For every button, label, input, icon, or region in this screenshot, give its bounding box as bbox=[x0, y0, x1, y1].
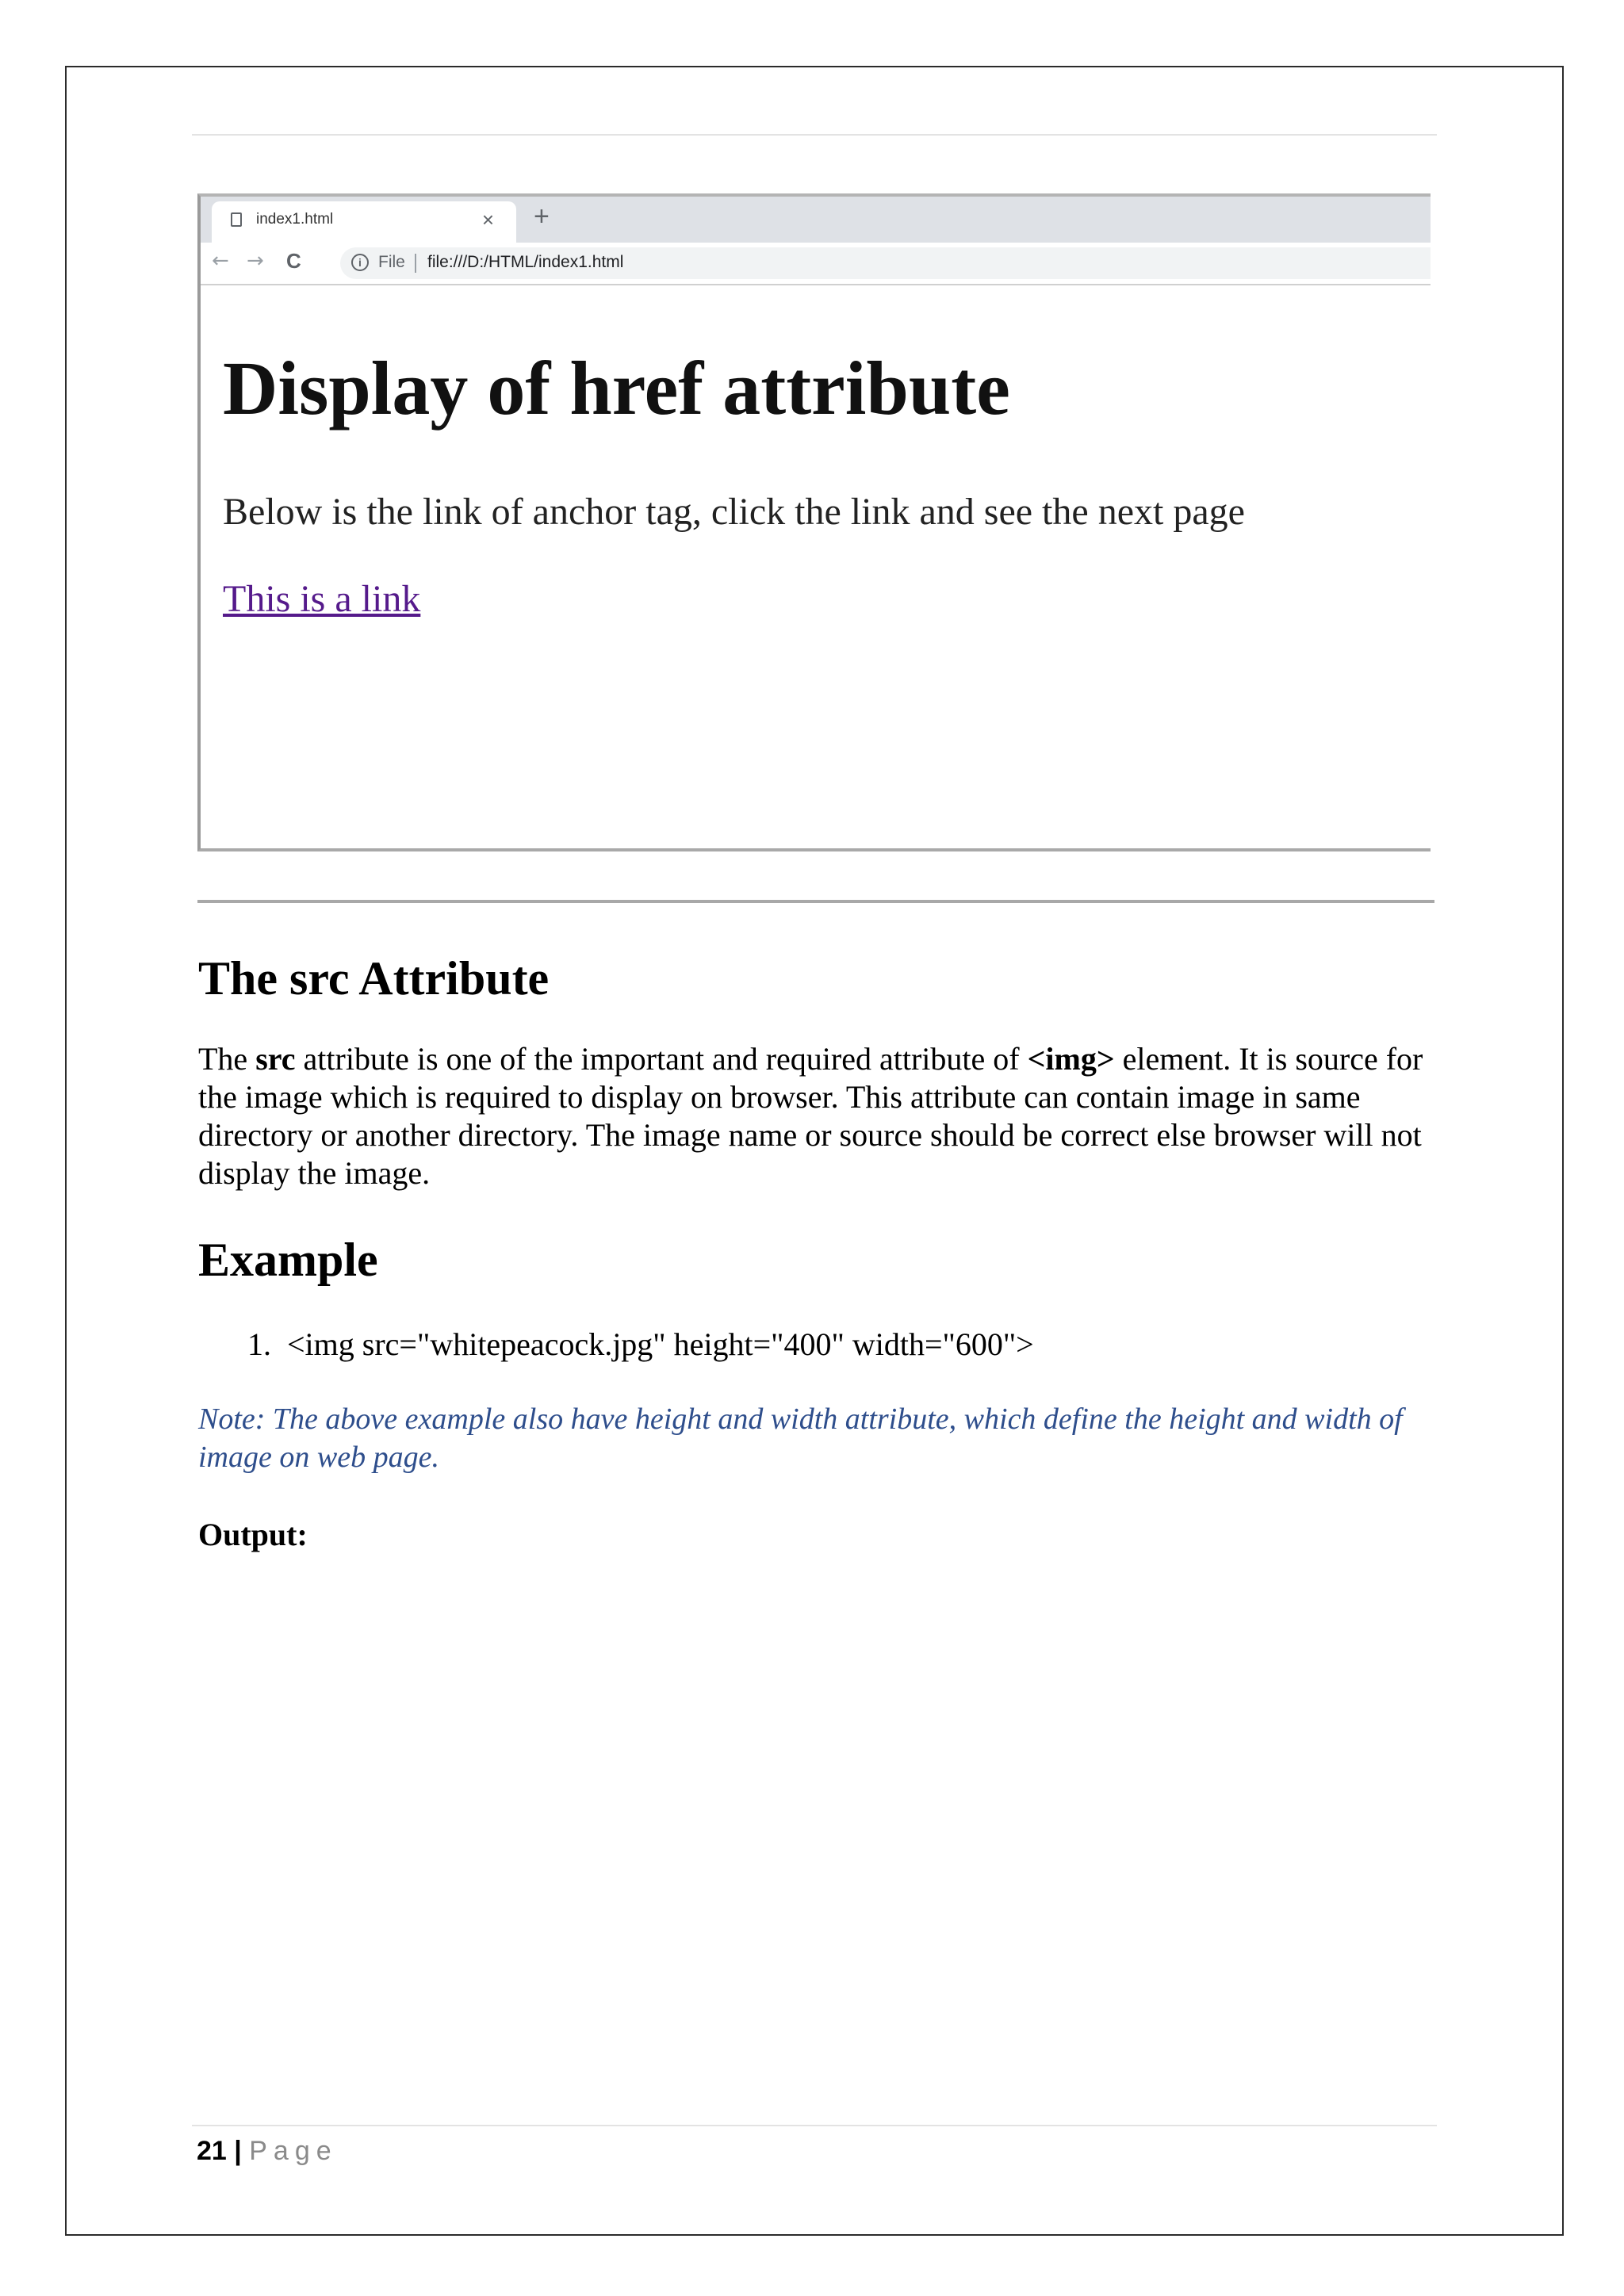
rendered-paragraph: Below is the link of anchor tag, click the link and see the next page bbox=[223, 491, 1245, 533]
browser-tab[interactable] bbox=[212, 201, 516, 243]
para-text-3: element. It is source for the image which is required to display on browser. This attribute can contain image in same directory or another directory. The image name or source should be correct else browser will not display the image. bbox=[198, 1041, 1423, 1191]
page-footer bbox=[197, 2136, 338, 2167]
para-bold-img: <img> bbox=[1027, 1041, 1115, 1077]
document-icon bbox=[231, 212, 242, 227]
url-separator bbox=[415, 254, 416, 273]
note-text: Note: The above example also have height and width attribute, which define the height and width of image on web page. bbox=[198, 1402, 1403, 1474]
url-text: file:///D:/HTML/index1.html bbox=[427, 253, 624, 271]
url-input[interactable] bbox=[340, 247, 1431, 279]
section-paragraph bbox=[198, 1040, 1443, 1192]
para-text-2: attribute is one of the important and required attribute of bbox=[295, 1041, 1028, 1077]
section-rule bbox=[197, 900, 1434, 903]
rendered-link[interactable]: This is a link bbox=[223, 578, 421, 620]
footer-rule bbox=[192, 2125, 1437, 2126]
output-label: Output: bbox=[198, 1517, 308, 1552]
example-heading: Example bbox=[198, 1234, 378, 1286]
close-icon[interactable]: × bbox=[481, 208, 494, 232]
para-text-1: The bbox=[198, 1041, 256, 1077]
address-bar bbox=[201, 243, 1431, 285]
header-rule bbox=[192, 134, 1437, 136]
tab-title: index1.html bbox=[256, 211, 334, 228]
footer-separator: | bbox=[226, 2136, 250, 2166]
list-number: 1. bbox=[247, 1326, 271, 1362]
file-label: File bbox=[378, 253, 405, 271]
back-arrow-icon[interactable]: ← bbox=[212, 249, 229, 273]
forward-arrow-icon[interactable]: → bbox=[247, 249, 264, 273]
code-text: <img src="whitepeacock.jpg" height="400" width="600"> bbox=[287, 1326, 1034, 1362]
tab-bar bbox=[201, 197, 1431, 243]
browser-screenshot bbox=[197, 193, 1431, 851]
rendered-heading: Display of href attribute bbox=[223, 346, 1010, 430]
info-icon[interactable]: i bbox=[351, 254, 369, 271]
page-number: 21 bbox=[197, 2136, 227, 2166]
code-list-item bbox=[247, 1326, 1034, 1363]
reload-icon[interactable]: C bbox=[286, 249, 301, 273]
page-label: Page bbox=[249, 2136, 338, 2166]
para-bold-src: src bbox=[255, 1041, 296, 1077]
new-tab-icon[interactable]: + bbox=[534, 201, 550, 232]
section-heading: The src Attribute bbox=[198, 952, 550, 1004]
